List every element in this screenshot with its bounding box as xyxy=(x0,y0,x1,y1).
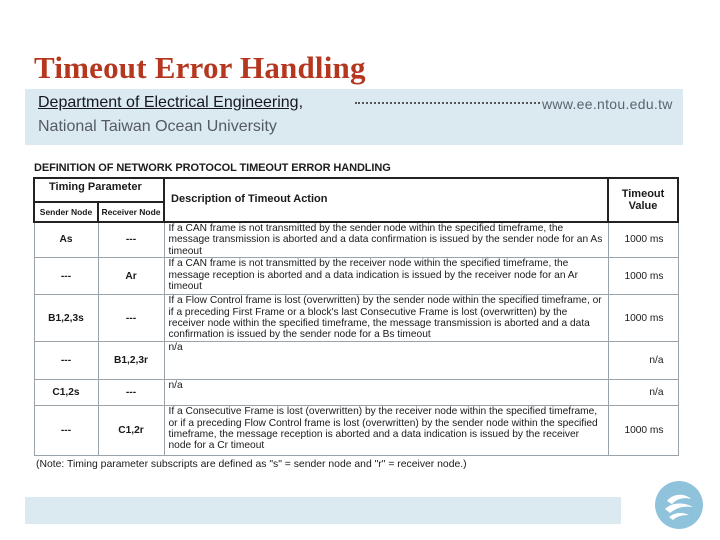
description-cell: n/a xyxy=(164,380,608,406)
table-caption: DEFINITION OF NETWORK PROTOCOL TIMEOUT ERROR HANDLING xyxy=(34,162,391,174)
description-cell: If a CAN frame is not transmitted by the sender node within the specified timeframe, the message transmission is aborted and a data confirmation is issued by the sender node for an As timeout xyxy=(164,222,608,258)
table-body xyxy=(34,222,678,456)
table-note: (Note: Timing parameter subscripts are defined as "s" = sender node and "r" = receiver node.) xyxy=(36,459,467,470)
department-name: Department of Electrical Engineering, xyxy=(38,94,304,111)
sender-node-cell: C1,2s xyxy=(34,380,98,406)
description-cell: n/a xyxy=(164,342,608,380)
slide-title: Timeout Error Handling xyxy=(34,50,366,85)
timeout-table-container xyxy=(33,177,677,456)
table-row xyxy=(34,258,678,295)
dotted-leader xyxy=(355,102,540,104)
timeout-value-cell: n/a xyxy=(608,380,678,406)
sender-node-header: Sender Node xyxy=(34,202,98,222)
ntou-logo-icon xyxy=(655,481,703,529)
timeout-value-cell: 1000 ms xyxy=(608,406,678,456)
footer-band xyxy=(25,497,621,524)
receiver-node-cell: Ar xyxy=(98,258,164,295)
description-cell: If a CAN frame is not transmitted by the receiver node within the specified timeframe, the message reception is aborted and a data indication is issued by the receiver node for an Ar timeout xyxy=(164,258,608,295)
receiver-node-cell: B1,2,3r xyxy=(98,342,164,380)
timing-parameter-header: Timing Parameter xyxy=(34,178,164,202)
timeout-table xyxy=(33,177,679,456)
receiver-node-cell: --- xyxy=(98,295,164,342)
table-row xyxy=(34,406,678,456)
description-header: Description of Timeout Action xyxy=(164,178,608,222)
sender-node-cell: --- xyxy=(34,406,98,456)
timeout-value-cell: 1000 ms xyxy=(608,222,678,258)
timeout-value-cell: 1000 ms xyxy=(608,295,678,342)
sender-node-cell: B1,2,3s xyxy=(34,295,98,342)
receiver-node-cell: --- xyxy=(98,380,164,406)
university-name: National Taiwan Ocean University xyxy=(38,118,277,135)
table-row xyxy=(34,295,678,342)
table-row xyxy=(34,380,678,406)
sender-node-cell: --- xyxy=(34,342,98,380)
receiver-node-header: Receiver Node xyxy=(98,202,164,222)
table-row xyxy=(34,222,678,258)
table-row xyxy=(34,342,678,380)
logo-wave-graphic xyxy=(655,481,703,529)
timeout-value-header: Timeout Value xyxy=(608,178,678,222)
sender-node-cell: As xyxy=(34,222,98,258)
description-cell: If a Flow Control frame is lost (overwritten) by the sender node within the specified timeframe, or if a preceding First Frame or a block's last Consecutive Frame is lost (overwritten) by the receiver node within the specified timeframe, the message transmission is aborted and a data confirmation is issued by the sender node for a Bs timeout xyxy=(164,295,608,342)
timeout-value-cell: n/a xyxy=(608,342,678,380)
receiver-node-cell: C1,2r xyxy=(98,406,164,456)
timeout-value-cell: 1000 ms xyxy=(608,258,678,295)
website-url[interactable]: www.ee.ntou.edu.tw xyxy=(542,96,673,112)
sender-node-cell: --- xyxy=(34,258,98,295)
header-band xyxy=(25,89,683,145)
receiver-node-cell: --- xyxy=(98,222,164,258)
description-cell: If a Consecutive Frame is lost (overwritten) by the receiver node within the specified timeframe, or if a preceding Flow Control frame is lost (overwritten) by the sender node within the specified timeframe, the message reception is aborted and a data indication is issued by the receiver node for a Cr timeout xyxy=(164,406,608,456)
